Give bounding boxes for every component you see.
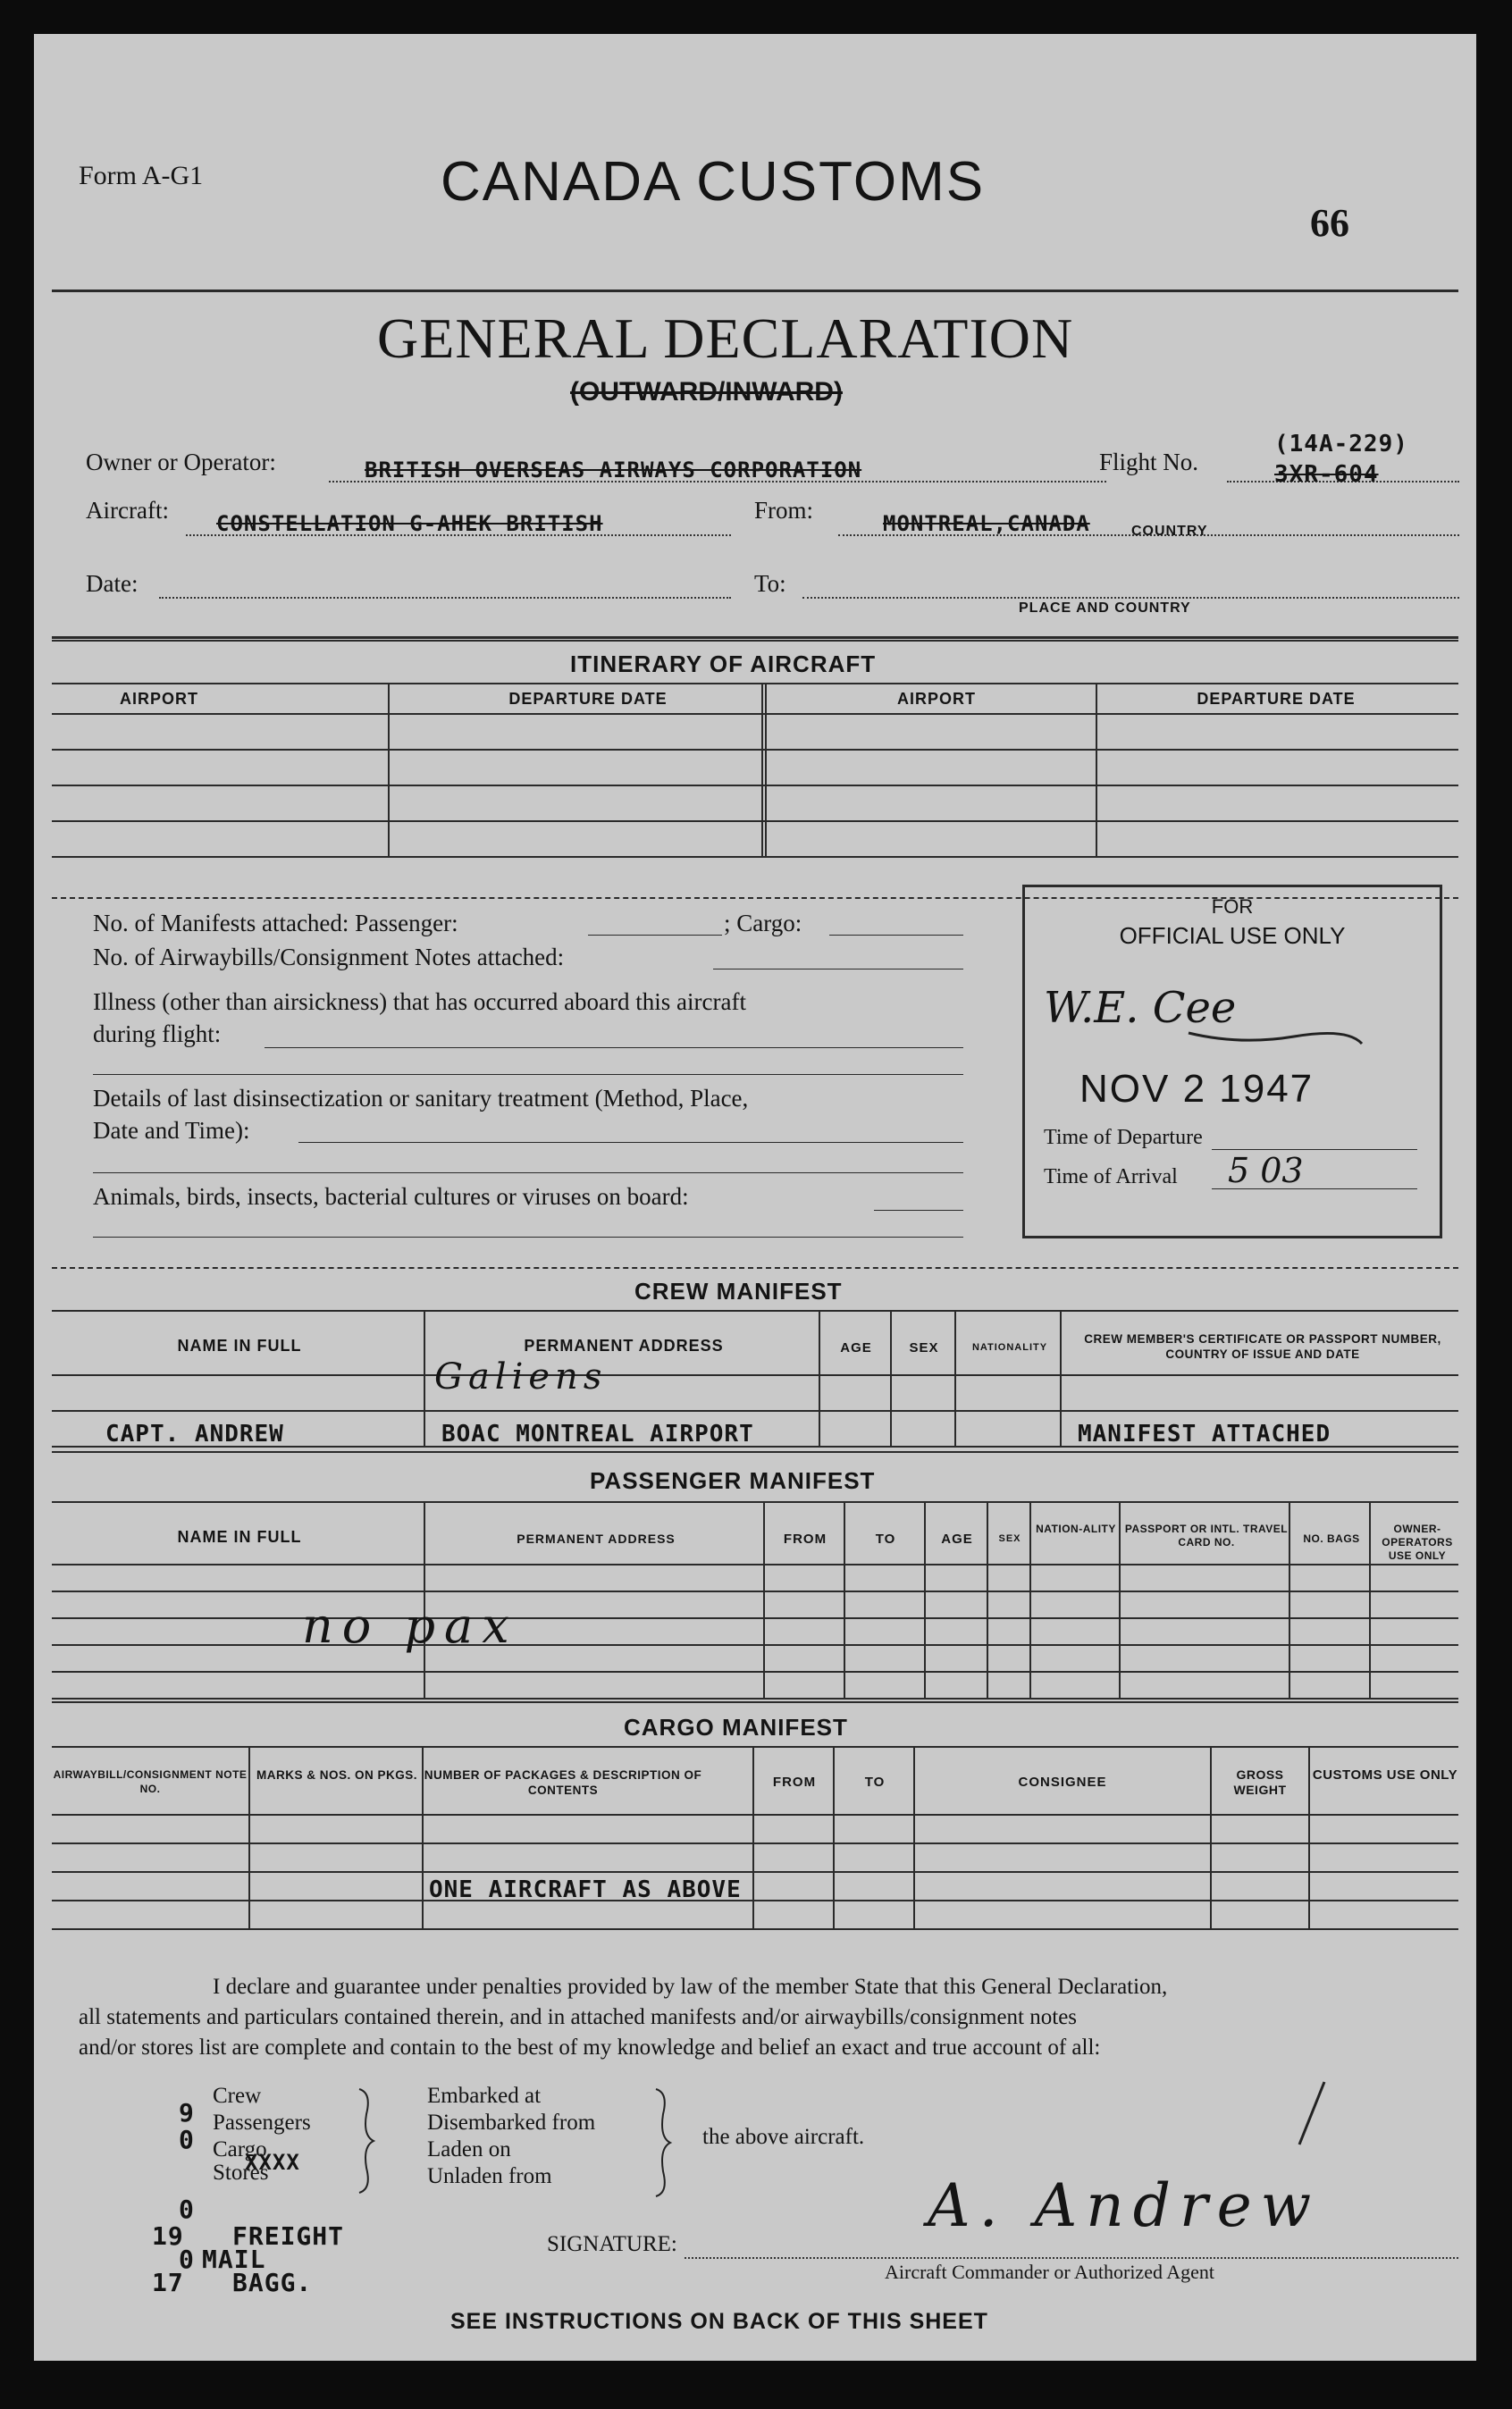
cargo-col-from: FROM <box>772 1775 817 1790</box>
illness-line-2 <box>93 1074 963 1075</box>
crew-title: CREW MANIFEST <box>634 1278 843 1305</box>
arrival-time-label: Time of Arrival <box>1044 1165 1178 1188</box>
crew-col-name: NAME IN FULL <box>177 1337 302 1355</box>
page-title: GENERAL DECLARATION <box>377 306 1074 370</box>
received-stamp-date: NOV 2 1947 <box>1079 1067 1315 1111</box>
itinerary-title: ITINERARY OF AIRCRAFT <box>570 651 877 677</box>
passenger-title: PASSENGER MANIFEST <box>590 1467 876 1494</box>
pax-rule <box>52 1591 1458 1592</box>
declaration-line-3: and/or stores list are complete and contain to the best of my knowledge and belief an exact and true account of all: <box>79 2035 1101 2060</box>
pax-divider <box>763 1503 765 1698</box>
pax-col-sex: SEX <box>998 1533 1021 1544</box>
itin-divider <box>1096 684 1097 856</box>
date-label: Date: <box>86 570 139 597</box>
cargo-row-rule <box>52 1871 1458 1873</box>
crew-rule <box>52 1310 1458 1312</box>
cargo-divider <box>1210 1748 1212 1928</box>
itin-rule <box>52 713 1458 715</box>
manifests-label: No. of Manifests attached: Passenger: <box>93 910 458 936</box>
cargo-row-description: ONE AIRCRAFT AS ABOVE <box>429 1876 742 1903</box>
date-line <box>159 597 731 599</box>
pax-rule <box>52 1671 1458 1673</box>
crew-divider <box>1060 1312 1062 1446</box>
right-brace <box>652 2087 674 2198</box>
pax-rule <box>52 1698 1458 1700</box>
cargo-col-description: NUMBER OF PACKAGES & DESCRIPTION OF CONTENTS <box>424 1768 702 1797</box>
summary-crew: Crew <box>213 2084 262 2108</box>
action-laden: Laden on <box>427 2137 511 2161</box>
agency-title: CANADA CUSTOMS <box>441 151 986 213</box>
disinsect-label-2: Date and Time): <box>93 1117 250 1144</box>
aircraft-value: CONSTELLATION G-AHEK BRITISH <box>216 511 603 536</box>
zero-mark: 0 <box>179 2195 195 2224</box>
cargo-divider <box>752 1748 754 1928</box>
disinsect-line <box>298 1142 963 1143</box>
pax-divider <box>844 1503 845 1698</box>
crew-dashed-rule <box>52 1267 1458 1269</box>
action-embarked: Embarked at <box>427 2084 542 2108</box>
footer-instructions: SEE INSTRUCTIONS ON BACK OF THIS SHEET <box>450 2309 988 2334</box>
crew-handwritten-note: Galiens <box>434 1356 608 1398</box>
itinerary-top-rule <box>52 636 1458 639</box>
pax-divider <box>1029 1503 1031 1698</box>
crew-col-certificate: CREW MEMBER'S CERTIFICATE OR PASSPORT NUMBER, COUNTRY OF ISSUE AND DATE <box>1084 1332 1441 1361</box>
cargo-title: CARGO MANIFEST <box>624 1714 848 1741</box>
cargo-col-marks: MARKS & NOS. ON PKGS. <box>256 1768 417 1782</box>
signature-handwritten: A. Andrew <box>928 2171 1321 2240</box>
summary-passengers-num: 9 <box>179 2098 195 2128</box>
pax-col-owner: OWNER-OPERATORS USE ONLY <box>1382 1523 1453 1562</box>
cargo-row-rule <box>52 1928 1458 1930</box>
cargo-col-gross-weight: GROSS WEIGHT <box>1233 1767 1287 1797</box>
bagg-label: BAGG. <box>232 2268 313 2297</box>
arrival-time-value: 5 03 <box>1228 1151 1304 1190</box>
summary-cargo-num: 0 <box>179 2125 195 2154</box>
declaration-line-1: I declare and guarantee under penalties provided by law of the member State that this General Declaration, <box>213 1975 1168 1999</box>
pax-divider <box>1369 1503 1371 1698</box>
pax-rule <box>52 1617 1458 1619</box>
manifest-line <box>588 935 722 936</box>
cargo-row-rule <box>52 1814 1458 1816</box>
pax-col-passport: PASSPORT OR INTL. TRAVEL CARD NO. <box>1124 1523 1289 1549</box>
pax-divider <box>1289 1503 1290 1698</box>
illness-label-2: during flight: <box>93 1020 222 1047</box>
illness-line <box>265 1047 963 1048</box>
cargo-divider <box>1308 1748 1310 1928</box>
initials-stroke <box>1187 1024 1365 1051</box>
page-number: 66 <box>1310 201 1349 245</box>
signature-caption: Aircraft Commander or Authorized Agent <box>885 2261 1215 2283</box>
form-number: Form A-G1 <box>79 161 204 190</box>
crew-divider <box>424 1312 425 1446</box>
airwaybills-label: No. of Airwaybills/Consignment Notes attached: <box>93 944 565 970</box>
animals-line <box>874 1210 963 1211</box>
freight-num: 19 <box>152 2221 184 2251</box>
pax-col-age: AGE <box>941 1532 973 1547</box>
declaration-line-2: all statements and particulars contained therein, and in attached manifests and/or airwaybills/consignment notes <box>79 2005 1078 2029</box>
disinsect-label-1: Details of last disinsectization or sanitary treatment (Method, Place, <box>93 1085 749 1112</box>
cargo-col-to: TO <box>864 1775 886 1790</box>
owner-label: Owner or Operator: <box>86 449 276 475</box>
flight-label: Flight No. <box>1099 449 1199 475</box>
crew-divider <box>819 1312 820 1446</box>
pax-col-nationality: NATION-ALITY <box>1036 1523 1116 1535</box>
pax-col-from: FROM <box>783 1532 827 1547</box>
mail-num: 0 <box>179 2245 195 2274</box>
pax-divider <box>1119 1503 1121 1698</box>
header-rule <box>52 290 1458 292</box>
pax-divider <box>987 1503 988 1698</box>
itin-col-departure-1: DEPARTURE DATE <box>508 690 668 708</box>
crew-divider <box>890 1312 892 1446</box>
pax-divider <box>924 1503 926 1698</box>
passenger-handwritten-note: no pax <box>302 1598 518 1654</box>
passenger-top-rule <box>52 1451 1458 1453</box>
action-unladen: Unladen from <box>427 2164 552 2188</box>
cargo-col-consignee: CONSIGNEE <box>1018 1775 1107 1790</box>
aircraft-label: Aircraft: <box>86 497 169 524</box>
cargo-row-rule <box>52 1842 1458 1844</box>
summary-stores: Stores <box>213 2161 269 2185</box>
itinerary-top-rule-2 <box>52 640 1458 642</box>
summary-cargo: Cargo <box>213 2137 267 2161</box>
mail-label: MAIL <box>202 2245 266 2274</box>
illness-label-1: Illness (other than airsickness) that has occurred aboard this aircraft <box>93 988 746 1015</box>
action-disembarked: Disembarked from <box>427 2111 596 2135</box>
to-line <box>802 597 1459 599</box>
freight-label: FREIGHT <box>232 2221 345 2251</box>
page-subtitle: (OUTWARD/INWARD) <box>570 377 843 407</box>
animals-label: Animals, birds, insects, bacterial cultures or viruses on board: <box>93 1183 689 1210</box>
declaration-form <box>34 34 1476 2361</box>
pen-tick-mark <box>1294 2078 1330 2150</box>
crew-col-address: PERMANENT ADDRESS <box>524 1337 724 1355</box>
departure-time-line <box>1212 1149 1417 1150</box>
itinerary-rule <box>52 683 1458 684</box>
cargo-rule <box>52 1746 1458 1748</box>
signature-line <box>685 2257 1458 2259</box>
cargo-divider <box>422 1748 424 1928</box>
bagg-num: 17 <box>152 2268 184 2297</box>
left-brace <box>356 2087 377 2195</box>
cargo-divider <box>248 1748 250 1928</box>
itin-rule <box>52 820 1458 822</box>
itin-divider <box>388 684 390 856</box>
departure-time-label: Time of Departure <box>1044 1126 1203 1149</box>
crew-rule <box>52 1374 1458 1376</box>
flight-value-2: 3XR-604 <box>1274 461 1379 488</box>
itin-rule <box>52 749 1458 751</box>
cargo-row-rule <box>52 1900 1458 1901</box>
itin-divider <box>761 684 763 856</box>
crew-col-nationality: NATIONALITY <box>971 1342 1048 1353</box>
animals-line-2 <box>93 1237 963 1238</box>
flight-value-1: (14A-229) <box>1274 431 1408 457</box>
itin-rule <box>52 785 1458 786</box>
summary-passengers: Passengers <box>213 2111 311 2135</box>
from-label: From: <box>754 497 814 524</box>
crew-row-name: CAPT. ANDREW <box>105 1421 284 1448</box>
summary-stores-xxxx: XXXX <box>245 2150 300 2175</box>
cargo-divider <box>833 1748 835 1928</box>
to-label: To: <box>754 570 786 597</box>
cargo-top-rule <box>52 1701 1458 1703</box>
itin-col-airport-2: AIRPORT <box>897 690 976 708</box>
cargo-col-customs: CUSTOMS USE ONLY <box>1312 1767 1458 1783</box>
from-value: MONTREAL,CANADA <box>883 511 1090 536</box>
crew-col-sex: SEX <box>909 1340 939 1356</box>
itin-col-departure-2: DEPARTURE DATE <box>1197 690 1356 708</box>
crew-row-address: BOAC MONTREAL AIRPORT <box>441 1421 754 1448</box>
country-suffix: COUNTRY <box>1131 524 1208 539</box>
crew-rule <box>52 1410 1458 1412</box>
pax-col-name: NAME IN FULL <box>177 1528 302 1546</box>
pax-rule <box>52 1564 1458 1565</box>
pax-col-to: TO <box>875 1532 896 1547</box>
cargo-divider <box>913 1748 915 1928</box>
itin-divider <box>765 684 767 856</box>
pax-col-bags: NO. BAGS <box>1303 1532 1360 1545</box>
disinsect-line-2 <box>93 1172 963 1173</box>
signature-label: SIGNATURE: <box>547 2232 677 2256</box>
above-aircraft: the above aircraft. <box>702 2125 865 2149</box>
crew-row-certificate: MANIFEST ATTACHED <box>1078 1421 1331 1448</box>
crew-col-age: AGE <box>840 1340 872 1356</box>
cargo-col-airwaybill: AIRWAYBILL/CONSIGNMENT NOTE NO. <box>53 1768 248 1795</box>
cargo-line <box>829 935 963 936</box>
pax-rule <box>52 1644 1458 1646</box>
itin-col-airport-1: AIRPORT <box>120 690 198 708</box>
pax-col-address: PERMANENT ADDRESS <box>517 1532 676 1546</box>
official-title: OFFICIAL USE ONLY <box>1119 922 1346 949</box>
passenger-rule <box>52 1501 1458 1503</box>
official-initials: W.E. Cee <box>1044 983 1237 1033</box>
cargo-label: ; Cargo: <box>724 910 802 936</box>
crew-divider <box>954 1312 956 1446</box>
official-for: FOR <box>1211 895 1254 918</box>
owner-value: BRITISH OVERSEAS AIRWAYS CORPORATION <box>365 457 862 483</box>
itin-rule <box>52 856 1458 858</box>
place-country-label: PLACE AND COUNTRY <box>1019 600 1191 616</box>
